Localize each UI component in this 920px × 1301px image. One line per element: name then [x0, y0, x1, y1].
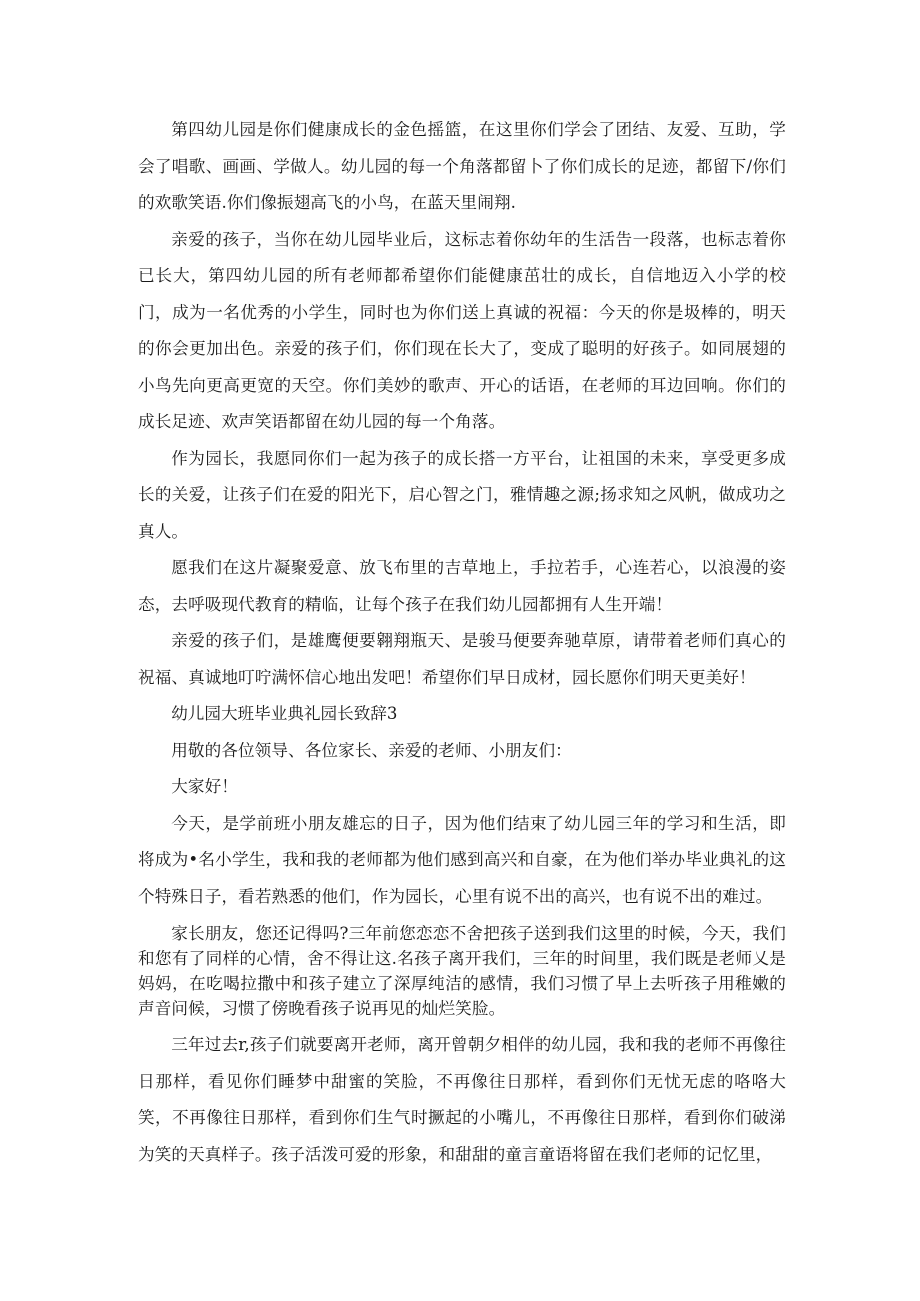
paragraph-principal-platform: 作为园长，我愿同你们一起为孩子的成长搭一方平台，让祖国的未来，享受更多成长的关爱，让孩子们在爱的阳光下，启心智之门，雅情趣之源;扬求知之风帆，做成功之真人。 — [138, 448, 786, 541]
greeting: 大家好！ — [171, 777, 238, 796]
section-heading: 幼儿园大班毕业典礼园长致辞3 — [171, 704, 398, 723]
paragraph-three-years: 三年过去r,孩子们就要离开老师，离开曾朝夕相伴的幼儿园，我和我的老师不再像往日那样，看见你们睡梦中甜蜜的笑脸，不再像往日那样，看到你们无忧无虑的咯咯大笑，不再像往日那样，看到你们生气时撅起的小嘴儿，不再像往日那样，看到你们破涕为笑的天真样子。孩子活泼可爱的形象，和甜甜的童言童语将留在我们老师的记忆里， — [138, 1035, 786, 1164]
paragraph-parents: 家长朋友，您还记得吗?三年前您恋恋不舍把孩子送到我们这里的时候，今天，我们和您有了同样的心情，舍不得让这.名孩子离开我们，三年的时间里，我们既是老师乂是妈妈，在吃喝拉撒中和孩子建立了深厚纯洁的感情，我们习惯了早上去听孩子用稚嫩的声音问候，习惯了傍晚看孩子说再见的灿烂笑脸。 — [138, 924, 786, 1018]
paragraph-hand-in-hand: 愿我们在这片凝聚爱意、放飞布里的吉草地上，手拉若手，心连若心，以浪漫的姿态，去呼吸现代教育的精临，让每个孩子在我们幼儿园都拥有人生开端！ — [138, 558, 786, 614]
salutation: 用敬的各位领导、各位家长、亲爱的老师、小朋友们： — [171, 740, 572, 760]
paragraph-graduation-wishes: 亲爱的孩子，当你在幼儿园毕业后，这标志着你幼年的生活告一段落，也标志着你已长大，第四幼儿园的所有老师都希望你们能健康茁壮的成长，自信地迈入小学的校门，成为一名优秀的小学生，同时也为你们送上真诚的祝福：今天的你是圾棒的，明天的你会更加出色。亲爱的孩子们，你们现在长大了，变成了聪明的好孩子。如同展翅的小鸟先向更高更宽的天空。你们美妙的歌声、开心的话语，在老师的耳边回响。你们的成长足迹、欢声笑语都留在幼儿园的每一个角落。 — [138, 229, 786, 431]
paragraph-kindergarten-cradle: 第四幼儿园是你们健康成长的金色摇篮，在这里你们学会了团结、友爱、互助，学会了唱歌、画画、学做人。幼儿园的每一个角落都留卜了你们成长的足迹，都留下/你们的欢歌笑语.你们像振翅高飞的小鸟，在蓝天里闹翔. — [138, 120, 786, 212]
document-page — [138, 112, 786, 1173]
paragraph-eagle-horse: 亲爱的孩子们，是雄鹰便要翱翔瓶天、是骏马便要奔驰草原，请带着老师们真心的祝福、真诚地叮咛满怀信心地出发吧！希望你们早日成材，园长愿你们明天更美好！ — [138, 631, 786, 687]
paragraph-today: 今天，是学前班小朋友雄忘的日子，因为他们结束了幼儿园三年的学习和生活，即将成为•名小学生，我和我的老师都为他们感到高兴和自豪，在为他们举办毕业典礼的这个特殊日子，看若熟悉的他们，作为园长，心里有说不出的高兴，也有说不出的难过。 — [138, 813, 786, 906]
